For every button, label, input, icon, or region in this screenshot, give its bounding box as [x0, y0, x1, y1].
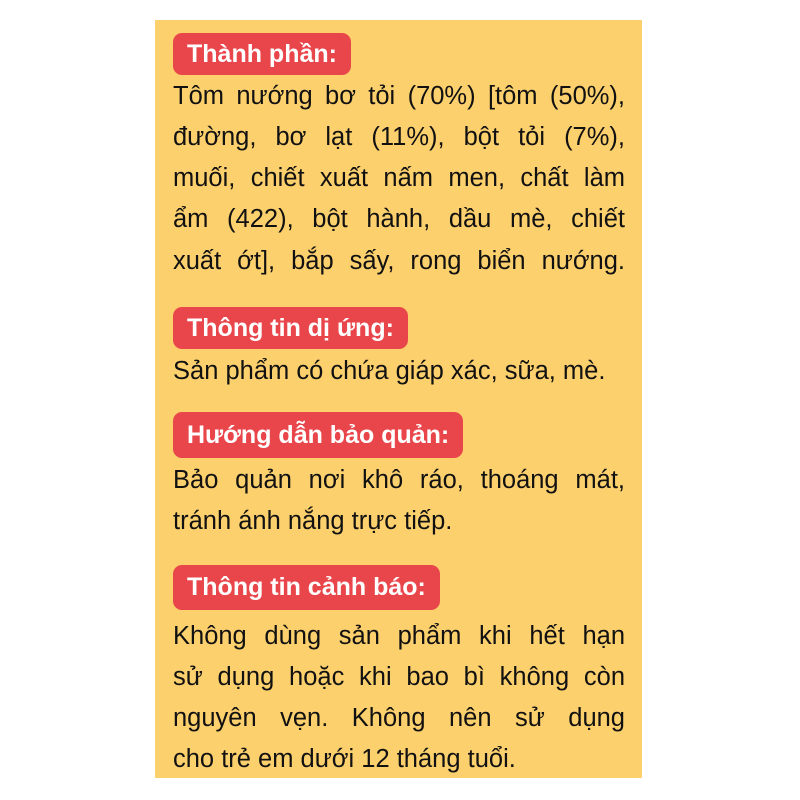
ingredients-line: ẩm (422), bột hành, dầu mè, chiết: [173, 205, 625, 233]
ingredients-heading: Thành phần:: [173, 33, 351, 75]
storage-heading: Hướng dẫn bảo quản:: [173, 412, 463, 458]
ingredients-line: đường, bơ lạt (11%), bột tỏi (7%),: [173, 123, 625, 151]
storage-line: Bảo quản nơi khô ráo, thoáng mát,: [173, 466, 625, 494]
product-info-panel: [155, 20, 642, 778]
ingredients-line: xuất ớt], bắp sấy, rong biển nướng.: [173, 247, 625, 275]
warning-heading: Thông tin cảnh báo:: [173, 565, 440, 610]
allergy-line: Sản phẩm có chứa giáp xác, sữa, mè.: [173, 357, 606, 385]
allergy-heading: Thông tin dị ứng:: [173, 307, 408, 349]
ingredients-line: Tôm nướng bơ tỏi (70%) [tôm (50%),: [173, 82, 625, 110]
warning-line: nguyên vẹn. Không nên sử dụng: [173, 704, 625, 732]
warning-line: cho trẻ em dưới 12 tháng tuổi.: [173, 745, 516, 773]
warning-line: Không dùng sản phẩm khi hết hạn: [173, 622, 625, 650]
ingredients-line: muối, chiết xuất nấm men, chất làm: [173, 164, 625, 192]
warning-line: sử dụng hoặc khi bao bì không còn: [173, 663, 625, 691]
storage-line: tránh ánh nắng trực tiếp.: [173, 507, 453, 535]
